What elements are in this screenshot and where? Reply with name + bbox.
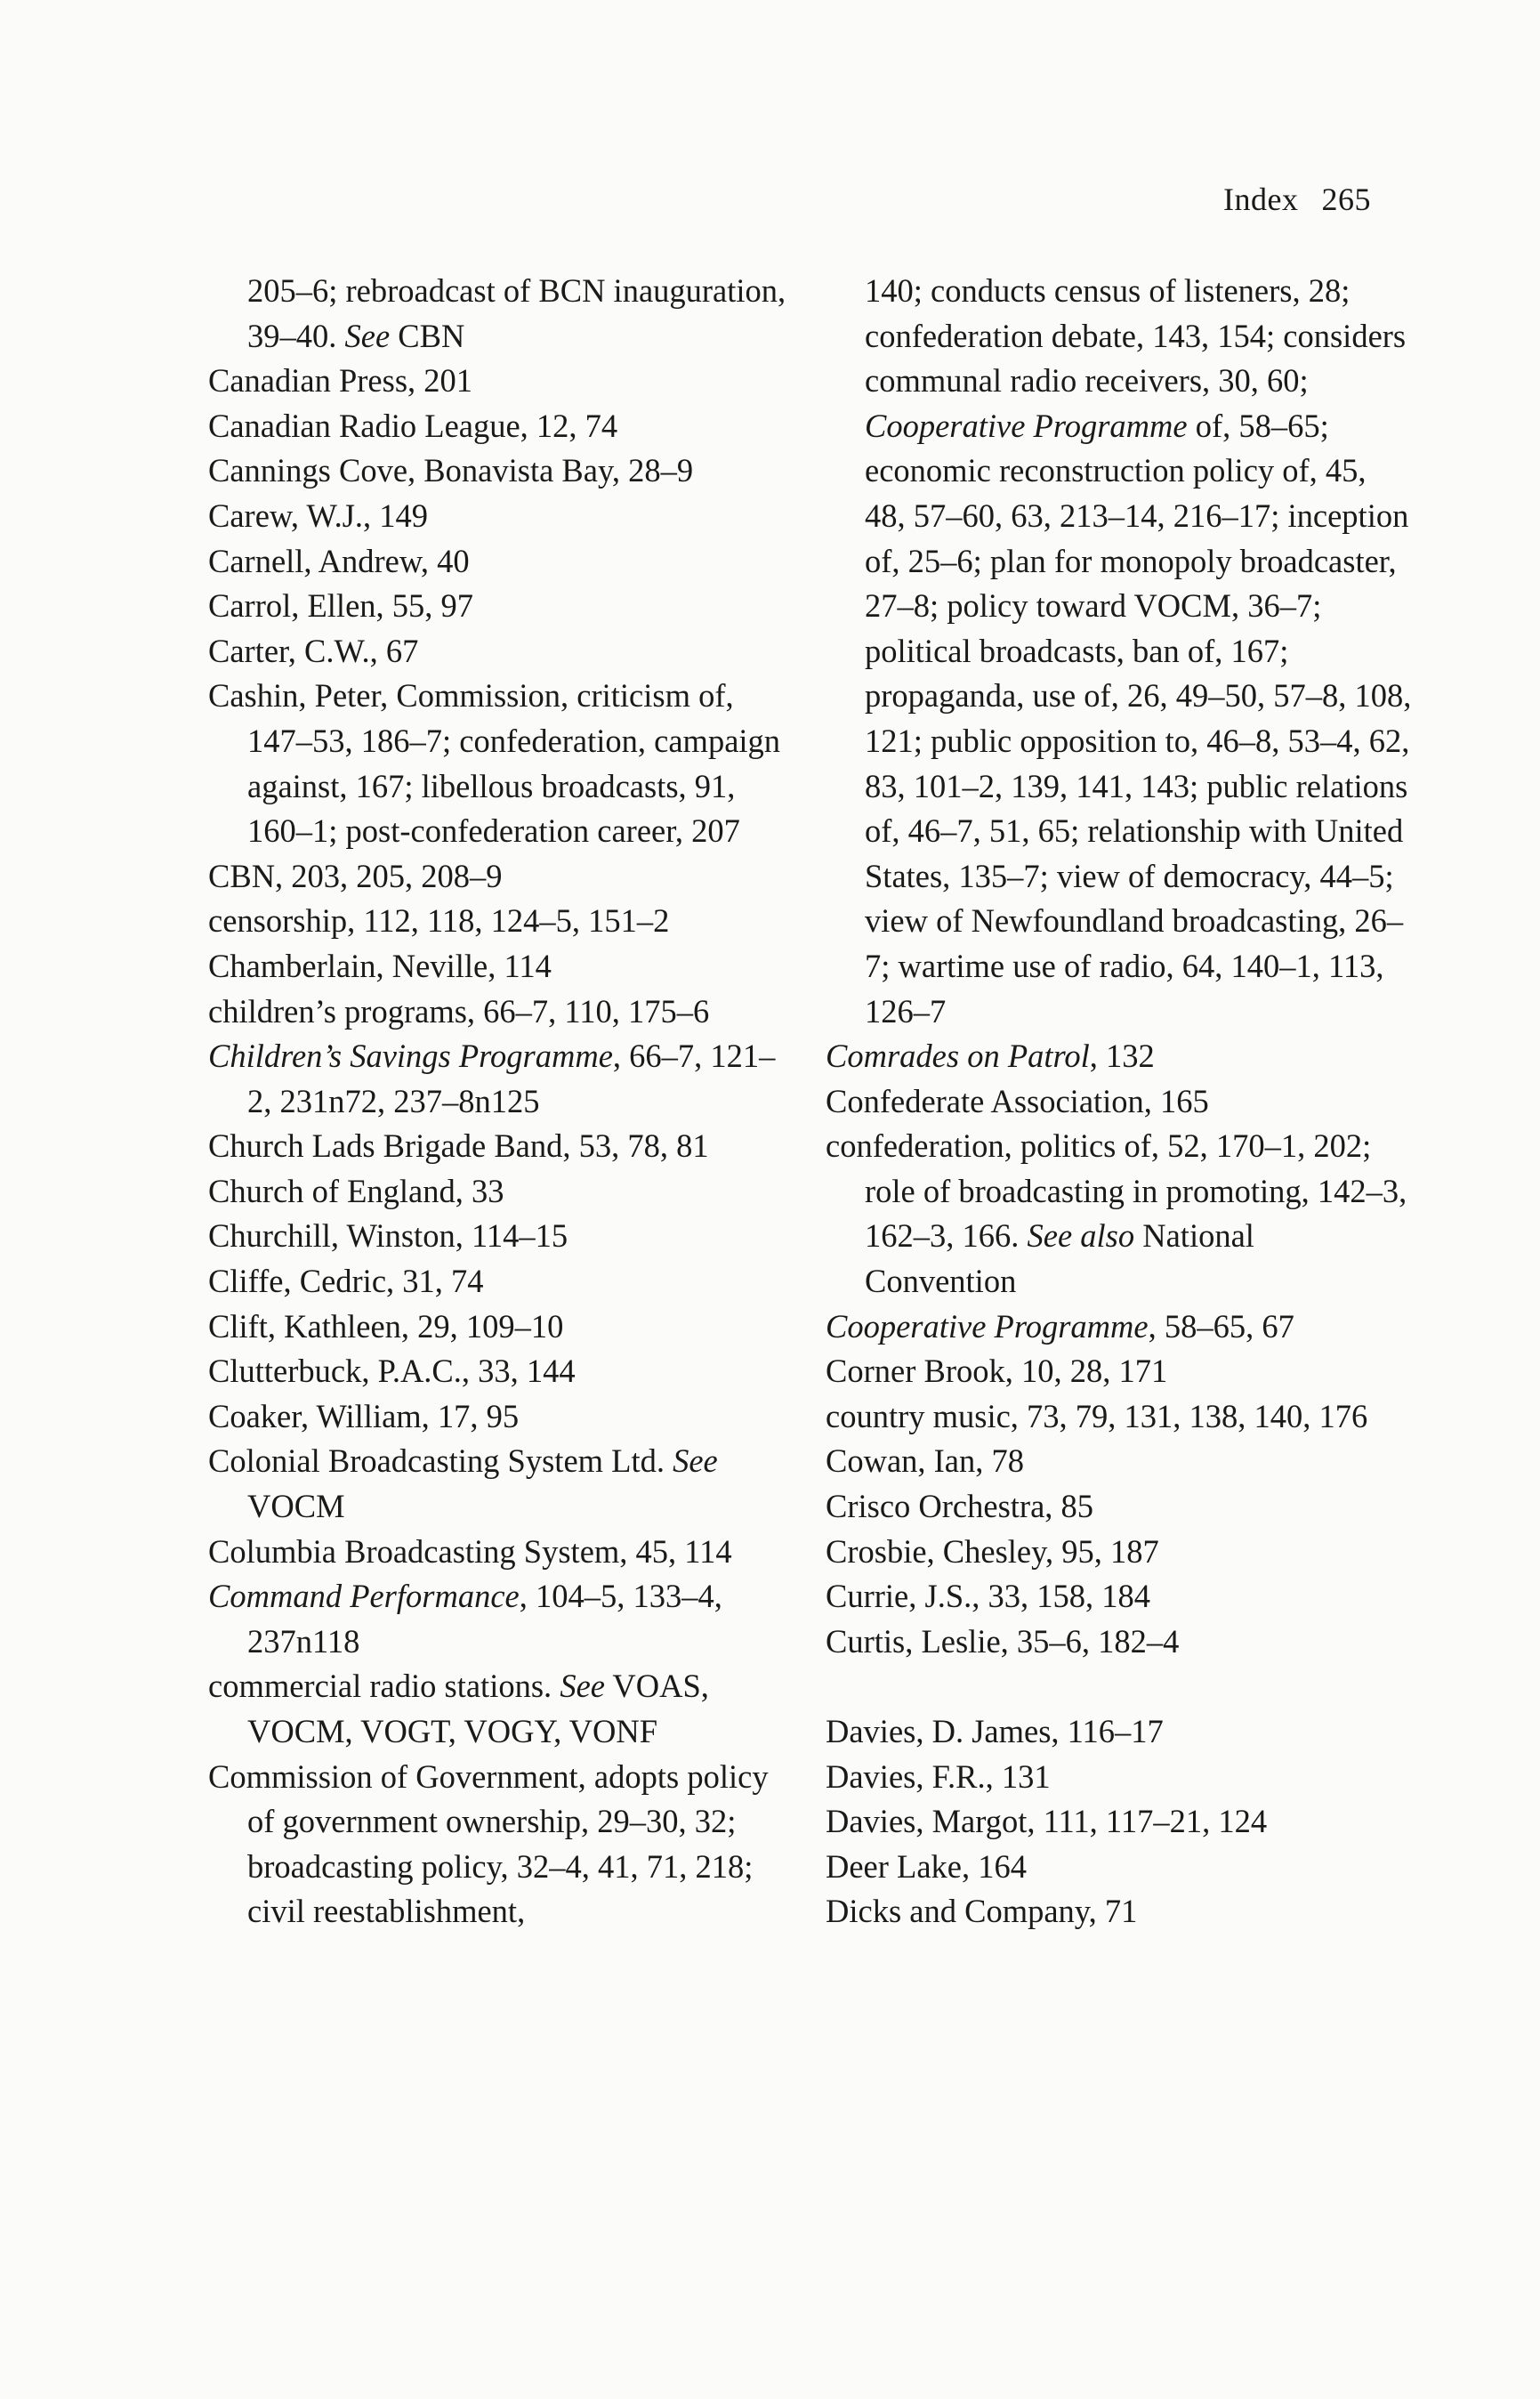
index-entry [208,1574,795,1664]
entry-text: of, 58–65; economic reconstruction policy of, 45, 48, 57–60, 63, 213–14, 216–17; inception of, 25–6; plan for monopoly broadcaster, 27–8; policy toward VOCM, 36–7; political broadcasts, ban of, 167; propaganda, use of, 26, 49–50, 57–8, 108, 121; public opposition to, 46–8, 53–4, 62, 83, 101–2, 139, 141, 143; public relations of, 46–7, 51, 65; relationship with United States, 135–7; view of democracy, 44–5; view of Newfoundland broadcasting, 26–7; wartime use of radio, 64, 140–1, 113, 126–7 [865,407,1412,1030]
entry-text: confederation, politics of, 52, 170–1, 202; role of broadcasting in promoting, 142–3, 162–3, 166. [826,1127,1407,1255]
index-entry [826,1709,1413,1755]
entry-italic-text: See [673,1442,718,1480]
entry-text: Chamberlain, Neville, 114 [208,947,552,984]
entry-italic-text: Children’s Savings Programme [208,1038,613,1075]
entry-text: VOAS, VOCM, VOGT, VOGY, VONF [247,1668,709,1749]
page-number: 265 [1321,182,1371,217]
entry-text: censorship, 112, 118, 124–5, 151–2 [208,902,670,940]
entry-text: , 66–7, 121–2, 231n72, 237–8n125 [247,1038,776,1119]
entry-text: Carew, W.J., 149 [208,497,429,534]
index-entry [826,1079,1413,1125]
index-entry-continued [826,269,1413,1034]
index-entry [826,1755,1413,1800]
index-entry [826,1889,1413,1935]
entry-text: Carter, C.W., 67 [208,632,419,669]
entry-text: commercial radio stations. [208,1668,560,1705]
index-entry [826,1799,1413,1845]
entry-text: Cliffe, Cedric, 31, 74 [208,1263,484,1300]
entry-text: Curtis, Leslie, 35–6, 182–4 [826,1622,1180,1660]
index-entry [208,584,795,629]
index-entry [826,1349,1413,1394]
letter-group-gap [826,1664,1413,1709]
entry-italic-text: Cooperative Programme [826,1307,1149,1345]
index-entry [208,989,795,1035]
index-entry [208,539,795,585]
entry-text: Cannings Cove, Bonavista Bay, 28–9 [208,452,694,489]
entry-text: , 104–5, 133–4, 237n118 [247,1578,722,1660]
index-entry [826,1484,1413,1530]
index-entry [208,1394,795,1440]
index-entry [208,854,795,900]
entry-text: CBN, 203, 205, 208–9 [208,857,503,894]
entry-text: Cashin, Peter, Commission, criticism of, 147–53, 186–7; confederation, campaign against, 167; libellous broadcasts, 91, 160–1; post-confederation career, 207 [208,677,781,850]
index-entry [208,674,795,853]
index-entry [208,448,795,494]
index-entry [826,1845,1413,1890]
entry-text: Davies, Margot, 111, 117–21, 124 [826,1803,1268,1840]
entry-text: Canadian Radio League, 12, 74 [208,407,618,444]
index-column-left [208,269,795,1935]
index-entry [208,1034,795,1124]
entry-text: Deer Lake, 164 [826,1847,1027,1885]
entry-text: Carnell, Andrew, 40 [208,542,470,579]
index-entry [208,359,795,404]
entry-italic-text: Comrades on Patrol [826,1038,1090,1075]
index-entry [208,944,795,989]
index-entry [208,1755,795,1935]
entry-text: Clift, Kathleen, 29, 109–10 [208,1307,564,1345]
index-entry [208,404,795,449]
index-entry [826,1394,1413,1440]
index-entry [826,1439,1413,1484]
entry-italic-text: See [344,317,391,354]
entry-text: Confederate Association, 165 [826,1082,1209,1119]
entry-text: VOCM [247,1488,345,1525]
entry-text: Davies, D. James, 116–17 [826,1713,1164,1749]
index-entry [826,1305,1413,1350]
entry-text: Dicks and Company, 71 [826,1893,1138,1930]
index-entry [208,1124,795,1169]
entry-text: , 58–65, 67 [1148,1307,1294,1345]
entry-text: Churchill, Winston, 114–15 [208,1217,568,1255]
section-title: Index [1223,182,1299,217]
entry-text: Commission of Government, adopts policy of government ownership, 29–30, 32; broadcasting policy, 32–4, 41, 71, 218; civil reestablishment, [208,1757,769,1930]
entry-text: Colonial Broadcasting System Ltd. [208,1442,673,1480]
entry-text: Crisco Orchestra, 85 [826,1488,1094,1525]
index-entry [826,1620,1413,1665]
entry-text: 205–6; rebroadcast of BCN inauguration, 39–40. [247,272,786,354]
index-entry [208,1214,795,1259]
index-entry [826,1124,1413,1304]
entry-text: Carrol, Ellen, 55, 97 [208,587,474,625]
entry-text: 140; conducts census of listeners, 28; confederation debate, 143, 154; considers communal radio receivers, 30, 60; [865,272,1407,400]
entry-italic-text: Command Performance [208,1578,520,1615]
entry-text: Canadian Press, 201 [208,362,473,400]
index-entry [208,899,795,944]
entry-text: Coaker, William, 17, 95 [208,1397,520,1434]
index-entry [208,1169,795,1215]
index-entry [208,1305,795,1350]
entry-text: Currie, J.S., 33, 158, 184 [826,1578,1150,1615]
entry-italic-text: See also [1027,1217,1135,1255]
index-entry [826,1530,1413,1575]
entry-text: Corner Brook, 10, 28, 171 [826,1353,1168,1390]
entry-text: National Convention [865,1217,1254,1300]
entry-text: Cowan, Ian, 78 [826,1442,1025,1480]
entry-text: Church of England, 33 [208,1172,504,1209]
index-entry [208,1439,795,1529]
entry-text: , 132 [1089,1038,1155,1075]
entry-text: Clutterbuck, P.A.C., 33, 144 [208,1353,576,1390]
index-column-right [826,269,1413,1935]
entry-text: Davies, F.R., 131 [826,1757,1051,1795]
index-entry [208,1530,795,1575]
index-entry [208,1664,795,1754]
index-entry-continued [208,269,795,359]
entry-italic-text: See [560,1668,605,1705]
index-entry [208,494,795,539]
entry-text: children’s programs, 66–7, 110, 175–6 [208,992,710,1030]
index-entry [826,1034,1413,1079]
entry-text: CBN [390,317,465,354]
entry-text: country music, 73, 79, 131, 138, 140, 176 [826,1397,1368,1434]
running-head [1223,181,1371,218]
index-entry [208,629,795,674]
index-entry [826,1574,1413,1620]
entry-text: Columbia Broadcasting System, 45, 114 [208,1532,732,1570]
index-entry [208,1349,795,1394]
entry-italic-text: Cooperative Programme [865,407,1188,444]
index-entry [208,1259,795,1305]
entry-text: Crosbie, Chesley, 95, 187 [826,1532,1159,1570]
entry-text: Church Lads Brigade Band, 53, 78, 81 [208,1127,709,1165]
